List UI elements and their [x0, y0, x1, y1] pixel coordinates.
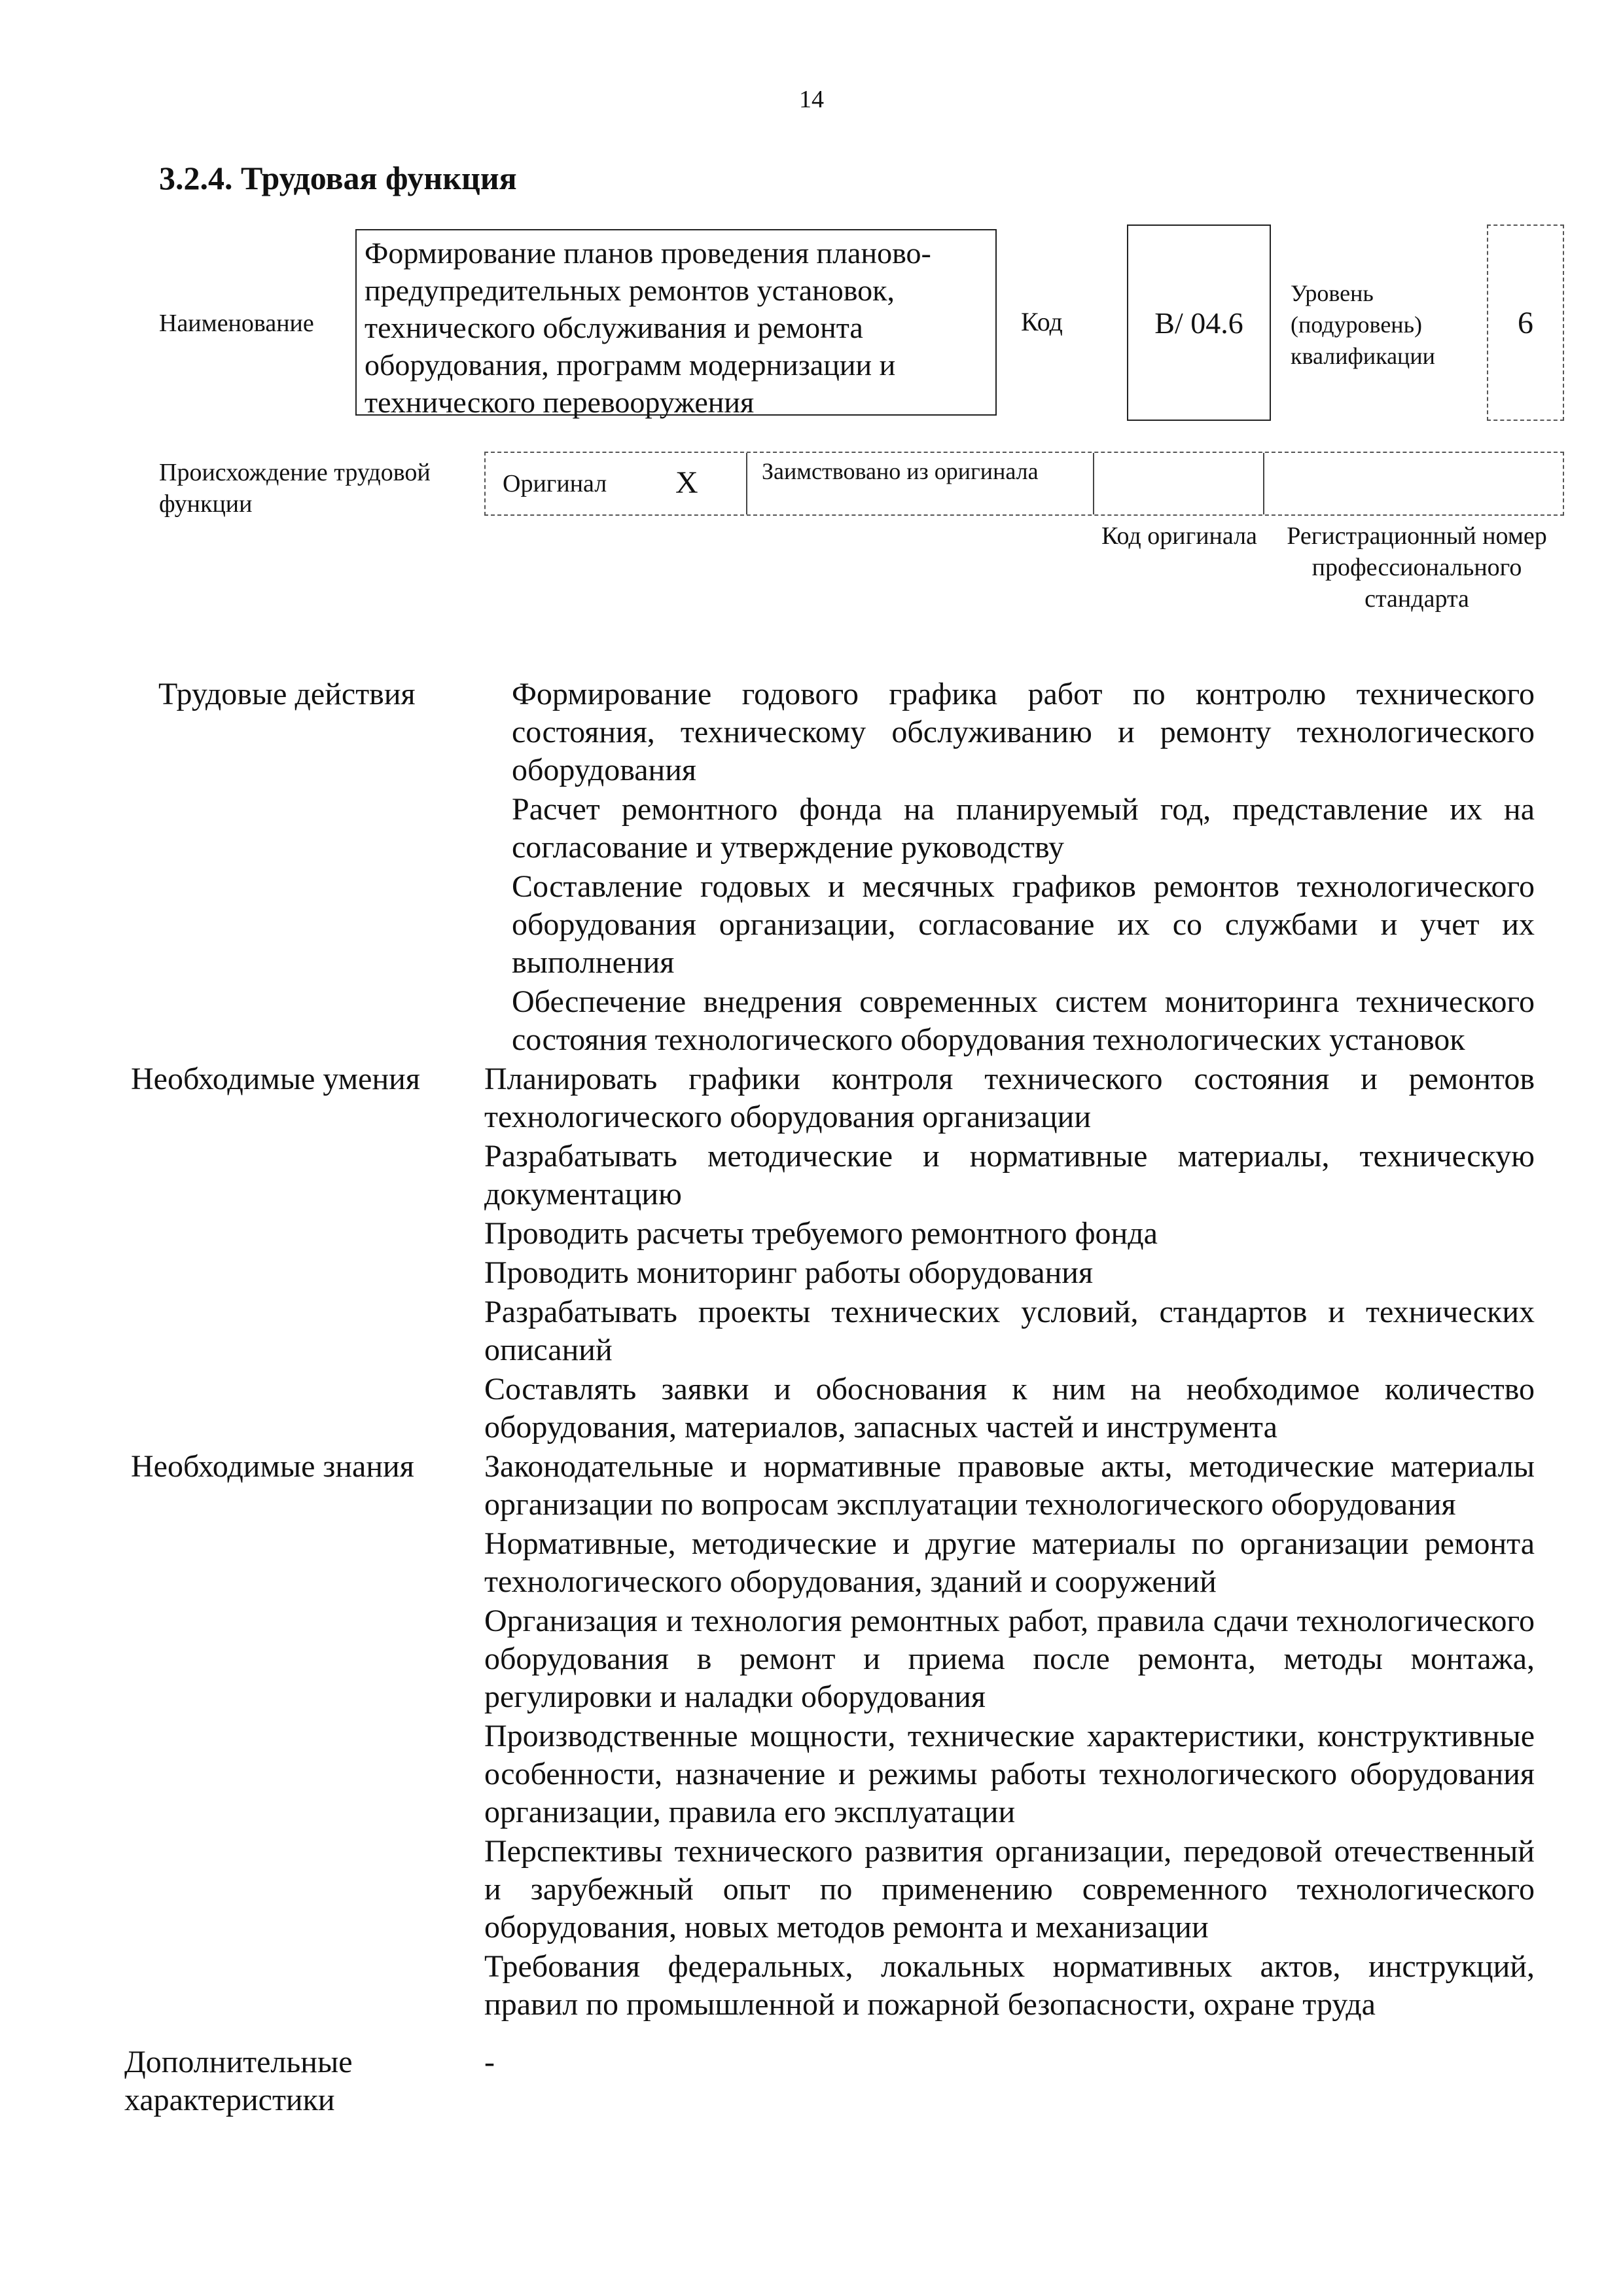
- required-skills-list: [484, 1060, 1535, 1448]
- required-skills-label: Необходимые умения: [131, 1062, 420, 1096]
- original-code-cell: [1094, 453, 1264, 514]
- additional-label: Дополнительные характеристики: [124, 2045, 353, 2117]
- labor-actions-section: [131, 675, 1535, 1060]
- code-value: B/ 04.6: [1154, 306, 1243, 340]
- original-label: Оригинал: [503, 470, 607, 497]
- code-label: Код: [1021, 307, 1063, 336]
- original-code-caption: Код оригинала: [1101, 522, 1257, 550]
- labor-actions-list: [512, 675, 1535, 1060]
- additional-value: -: [484, 2045, 495, 2079]
- function-details: [124, 675, 1535, 2119]
- list-item: Требования федеральных, локальных нормативных актов, инструкций, правил по промышленной и пожарной безопасности, охране труда: [484, 1949, 1535, 2022]
- level-label: Уровень (подуровень) квалификации: [1291, 280, 1435, 369]
- labor-actions-label: Трудовые действия: [158, 677, 416, 711]
- name-label: Наименование: [159, 310, 314, 337]
- section-title: 3.2.4. Трудовая функция: [159, 160, 517, 196]
- list-item: Составлять заявки и обоснования к ним на необходимое количество оборудования, материалов, запасных частей и инструмента: [484, 1372, 1535, 1444]
- borrowed-label: Заимствовано из оригинала: [762, 458, 1039, 484]
- list-item: Проводить расчеты требуемого ремонтного фонда: [484, 1216, 1158, 1251]
- function-name-value: Формирование планов проведения планово-предупредительных ремонтов установок, технического обслуживания и ремонта оборудования, программ модернизации и технического перевооружения: [365, 236, 931, 419]
- code-box: [1127, 224, 1271, 421]
- list-item: Планировать графики контроля технического состояния и ремонтов технологического оборудования организации: [484, 1062, 1535, 1134]
- list-item: Нормативные, методические и другие материалы по организации ремонта технологического оборудования, зданий и сооружений: [484, 1526, 1535, 1599]
- required-knowledge-list: [484, 1448, 1535, 2025]
- list-item: Формирование годового графика работ по контролю технического состояния, техническому обслуживанию и ремонту технологического оборудования: [512, 677, 1535, 787]
- origin-label: Происхождение трудовой функции: [159, 459, 431, 518]
- list-item: Организация и технология ремонтных работ, правила сдачи технологического оборудования в ремонт и приема после ремонта, методы монтажа, регулировки и наладки оборудования: [484, 1604, 1535, 1714]
- reg-number-cell: [1264, 453, 1563, 514]
- page-number: 14: [799, 86, 824, 113]
- required-skills-section: [131, 1060, 1535, 1448]
- required-knowledge-label: Необходимые знания: [131, 1449, 414, 1484]
- list-item: Разрабатывать методические и нормативные материалы, техническую документацию: [484, 1139, 1535, 1211]
- level-value: 6: [1518, 305, 1533, 340]
- list-item: Проводить мониторинг работы оборудования: [484, 1255, 1094, 1290]
- list-item: Законодательные и нормативные правовые акты, методические материалы организации по вопросам эксплуатации технологического оборудования: [484, 1449, 1535, 1522]
- list-item: Перспективы технического развития организации, передовой отечественный и зарубежный опыт по применению современного технологического оборудования, новых методов ремонта и механизации: [484, 1834, 1535, 1945]
- required-knowledge-section: [131, 1448, 1535, 2025]
- list-item: Производственные мощности, технические характеристики, конструктивные особенности, назначение и режимы работы технологического оборудования организации, правила его эксплуатации: [484, 1719, 1535, 1829]
- level-box: [1487, 224, 1564, 421]
- borrowed-cell: [747, 453, 1094, 514]
- function-name-box: [355, 229, 997, 419]
- additional-section: [124, 2043, 1535, 2119]
- list-item: Расчет ремонтного фонда на планируемый год, представление их на согласование и утверждение руководству: [512, 792, 1535, 865]
- list-item: Разрабатывать проекты технических условий, стандартов и технических описаний: [484, 1295, 1535, 1367]
- list-item: Обеспечение внедрения современных систем мониторинга технического состояния технологического оборудования технологических установок: [512, 984, 1535, 1057]
- list-item: Составление годовых и месячных графиков ремонтов технологического оборудования организации, согласование их со службами и учет их выполнения: [512, 869, 1535, 980]
- original-cell: [486, 453, 747, 514]
- reg-number-caption: Регистрационный номер профессионального стандарта: [1287, 522, 1547, 613]
- original-mark: X: [675, 465, 698, 500]
- origin-table: [484, 452, 1564, 516]
